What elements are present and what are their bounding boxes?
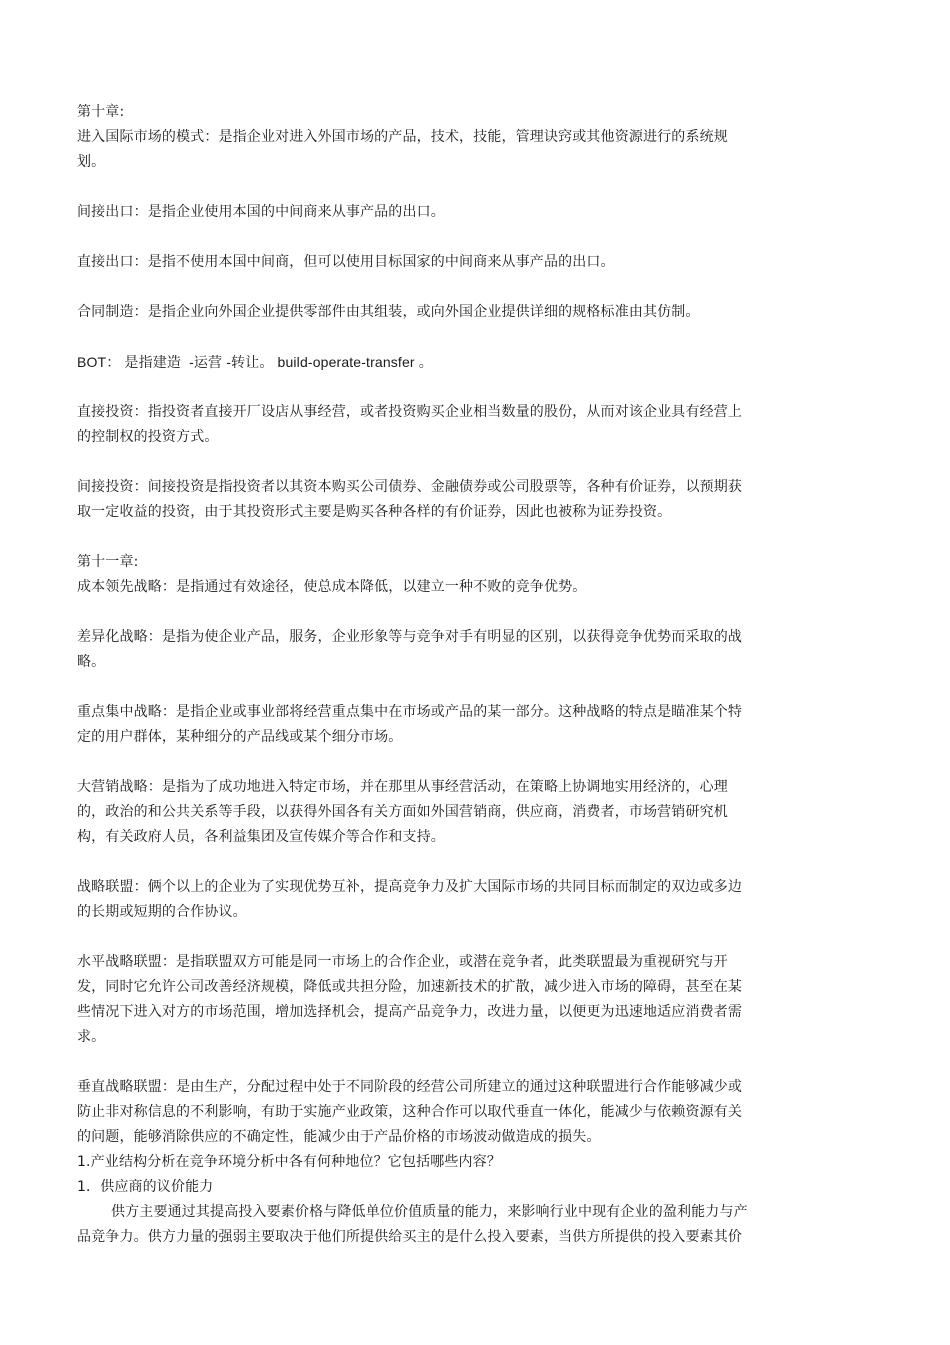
paragraph-line: 求。 (77, 1029, 106, 1045)
paragraph-line: 直接投资：指投资者直接开厂设店从事经营，或者投资购买企业相当数量的股份，从而对该企业具有经营上 (77, 404, 743, 420)
paragraph-line: 定的用户群体，某种细分的产品线或某个细分市场。 (77, 729, 403, 745)
paragraph-line: 直接出口：是指不使用本国中间商，但可以使用目标国家的中间商来从事产品的出口。 (77, 254, 615, 270)
paragraph-line: 些情况下进入对方的市场范围，增加选择机会，提高产品竞争力，改进力量，以便更为迅速地适应消费者需 (77, 1004, 743, 1020)
paragraph-line: 差异化战略：是指为使企业产品，服务，企业形象等与竞争对手有明显的区别，以获得竞争优势而采取的战 (77, 629, 743, 645)
paragraph-line: 重点集中战略：是指企业或事业部将经营重点集中在市场或产品的某一部分。这种战略的特点是瞄准某个特 (77, 704, 743, 720)
paragraph-line: 进入国际市场的模式：是指企业对进入外国市场的产品，技术，技能，管理诀窍或其他资源进行的系统规 (77, 129, 728, 145)
paragraph-gap (77, 600, 787, 625)
list-item-heading: 1．供应商的议价能力 (77, 1179, 214, 1195)
paragraph-gap (77, 450, 787, 475)
paragraph-gap (77, 525, 787, 550)
paragraph-gap (77, 675, 787, 700)
paragraph-line: 的问题，能够消除供应的不确定性，能减少由于产品价格的市场波动做造成的损失。 (77, 1129, 601, 1145)
paragraph-line: 的控制权的投资方式。 (77, 429, 219, 445)
paragraph-gap (77, 275, 787, 300)
paragraph-line: 的，政治的和公共关系等手段，以获得外国各有关方面如外国营销商，供应商，消费者，市场营销研究机 (77, 804, 728, 820)
paragraph-gap (77, 1050, 787, 1075)
paragraph-gap (77, 375, 787, 400)
paragraph-line: 成本领先战略：是指通过有效途径，使总成本降低，以建立一种不败的竞争优势。 (77, 579, 587, 595)
paragraph-line: 取一定收益的投资，由于其投资形式主要是购买各种各样的有价证券，因此也被称为证券投资。 (77, 504, 672, 520)
question-line: 1.产业结构分析在竞争环境分析中各有何种地位？它包括哪些内容？ (77, 1154, 502, 1170)
paragraph-gap (77, 225, 787, 250)
paragraph-line: 战略联盟：俩个以上的企业为了实现优势互补，提高竞争力及扩大国际市场的共同目标而制定的双边或多边 (77, 879, 743, 895)
paragraph-line: 发，同时它允许公司改善经济规模，降低或共担分险，加速新技术的扩散，减少进入市场的障碍，甚至在某 (77, 979, 743, 995)
paragraph-line: 构，有关政府人员，各利益集团及宣传媒介等合作和支持。 (77, 829, 445, 845)
paragraph-line: 合同制造：是指企业向外国企业提供零部件由其组装，或向外国企业提供详细的规格标准由其仿制。 (77, 304, 700, 320)
paragraph-line: 间接出口：是指企业使用本国的中间商来从事产品的出口。 (77, 204, 445, 220)
paragraph-line: BOT： 是指建造 -运营 -转让。 build-operate-transfer 。 (77, 354, 433, 370)
paragraph-line: 品竞争力。供方力量的强弱主要取决于他们所提供给买主的是什么投入要素，当供方所提供的投入要素其价 (77, 1229, 743, 1245)
paragraph-line: 间接投资：间接投资是指投资者以其资本购买公司债券、金融债券或公司股票等，各种有价证券，以预期获 (77, 479, 743, 495)
paragraph-line: 的长期或短期的合作协议。 (77, 904, 247, 920)
paragraph-line: 供方主要通过其提高投入要素价格与降低单位价值质量的能力，来影响行业中现有企业的盈利能力与产 (111, 1204, 748, 1220)
paragraph-line: 大营销战略：是指为了成功地进入特定市场，并在那里从事经营活动，在策略上协调地实用经济的，心理 (77, 779, 728, 795)
paragraph-gap (77, 750, 787, 775)
paragraph-line: 划。 (77, 154, 106, 170)
paragraph-gap (77, 325, 787, 350)
paragraph-line: 略。 (77, 654, 106, 670)
paragraph-line: 防止非对称信息的不利影响，有助于实施产业政策，这种合作可以取代垂直一体化，能减少与依赖资源有关 (77, 1104, 743, 1120)
paragraph-gap (77, 925, 787, 950)
document-page (77, 100, 787, 1250)
paragraph-line: 水平战略联盟：是指联盟双方可能是同一市场上的合作企业，或潜在竞争者，此类联盟最为重视研究与开 (77, 954, 728, 970)
paragraph-gap (77, 175, 787, 200)
paragraph-line: 垂直战略联盟：是由生产，分配过程中处于不同阶段的经营公司所建立的通过这种联盟进行合作能够减少或 (77, 1079, 743, 1095)
paragraph-gap (77, 850, 787, 875)
chapter-heading: 第十章: (77, 104, 125, 120)
chapter-heading: 第十一章: (77, 554, 139, 570)
